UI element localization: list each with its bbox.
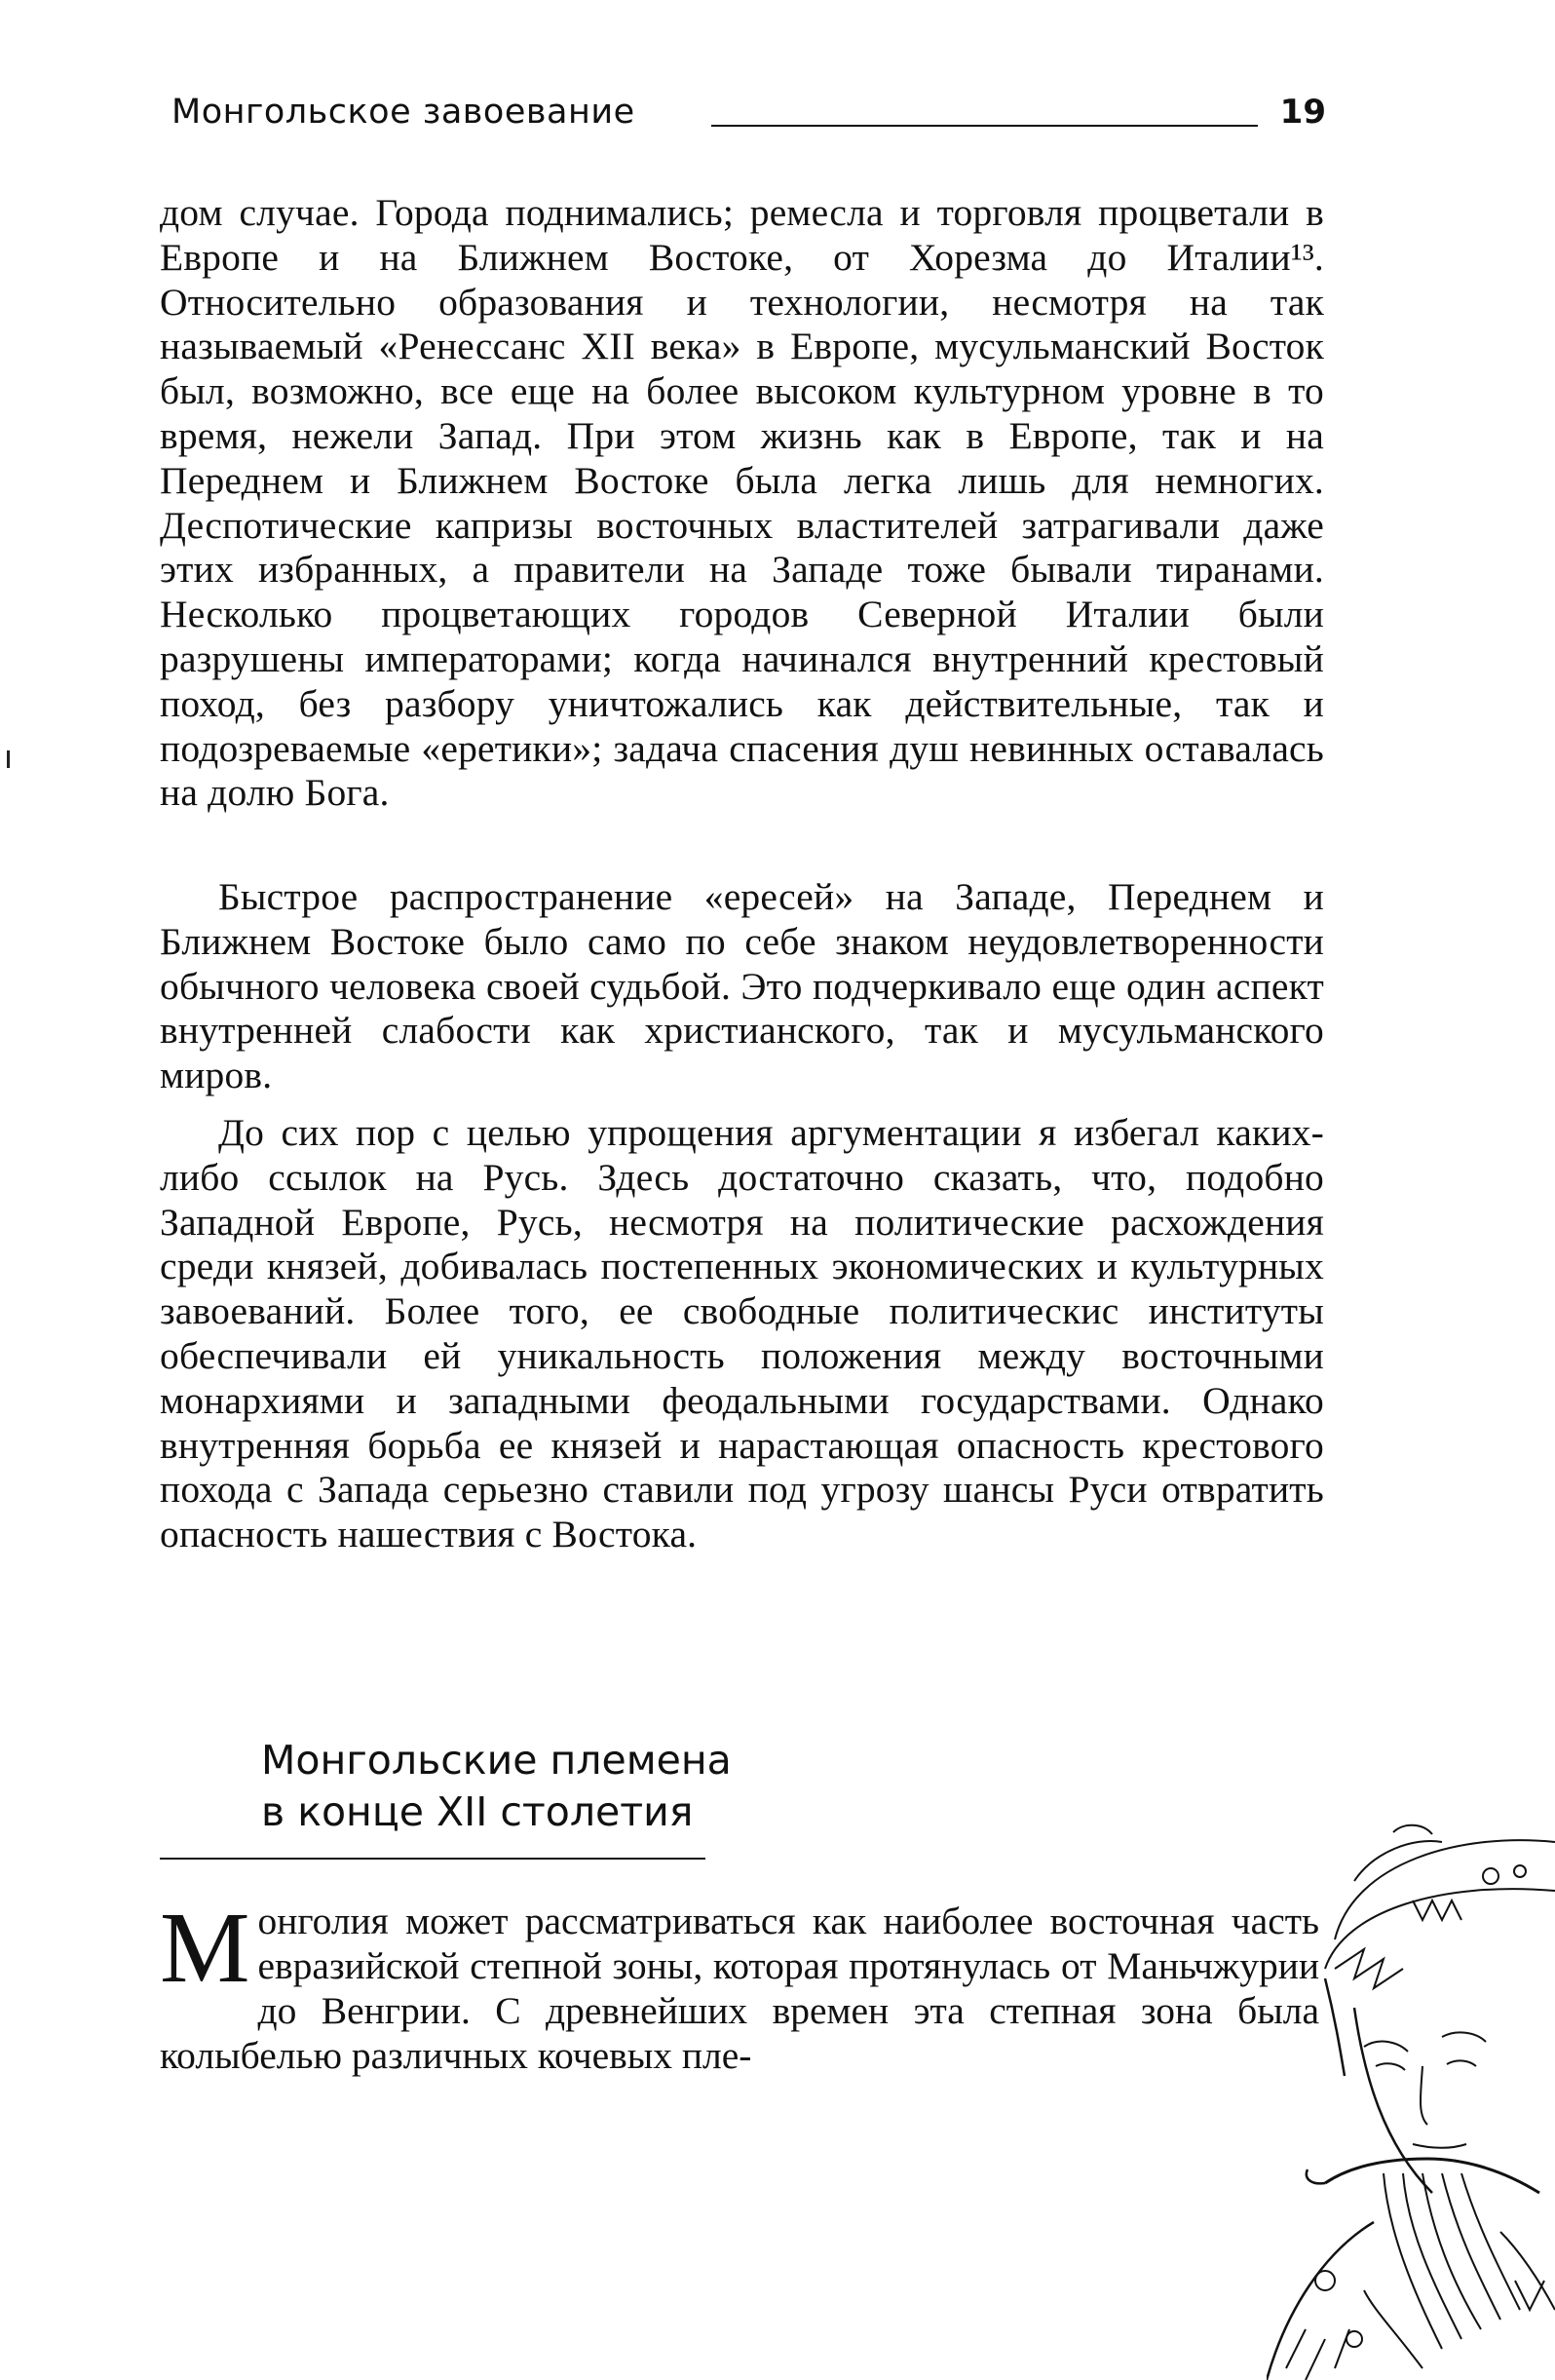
paragraph-text: Быстрое распространение «ересей» на Западе, Переднем и Ближнем Востоке было само по себе знаком неудовлетворенности обычного человека своей судьбой. Это подчеркивало еще один аспект внутренней слабости как христианского, так и мусульманского миров. [160,875,1324,1097]
section-paragraph-text: онголия может рассматриваться как наиболее восточная часть евразийской степной зоны, которая протянулась от Маньчжурии до Венгрии. С древнейших времен эта степная зона была колыбелью различных кочевых пле- [160,1900,1319,2077]
section-heading-rule [160,1858,705,1860]
paragraph-text: дом случае. Города поднимались; ремесла и торговля процветали в Европе и на Ближнем Востоке, от Хорезма до Италии¹³. Относительно образования и технологии, несмотря на так называемый «Ренессанс XII века» в Европе, мусульманский Восток был, возможно, все еще на более высоком культурном уровне в то время, нежели Запад. При этом жизнь как в Европе, так и на Переднем и Ближнем Востоке была легка лишь для немногих. Деспотические капризы восточных властителей затрагивали даже этих избранных, а правители на Западе тоже бывали тиранами. Несколько процветающих городов Северной Италии были разрушены императорами; когда начинался внутренний крестовый поход, без разбору уничтожались как действительные, так и подозреваемые «еретики»; задача спасения душ невинных оставалась на долю Бога. [160,191,1324,815]
section-heading [261,1735,1041,1838]
paragraph-text: До сих пор с целью упрощения аргументации я избегал каких-либо ссылок на Русь. Здесь достаточно сказать, что, подобно Западной Европе, Русь, несмотря на политические расхождения среди князей, добивалась постепенных экономических и культурных завоеваний. Более того, ее свободные политическис институты обеспечивали ей уникальность положения между восточными монархиями и западными феодальными государствами. Однако внутренняя борьба ее князей и нарастающая опасность крестового похода с Запада серьезно ставили под угрозу шансы Руси отвратить опасность нашествия с Востока. [160,1111,1324,1556]
running-head-title: Монгольское завоевание [171,93,635,132]
section-heading-line-1: Монгольские племена [261,1737,732,1784]
drop-cap: М [160,1892,250,2004]
section-heading-line-2: в конце XII столетия [261,1788,694,1835]
mongol-warrior-illustration [1267,1823,1555,2380]
body-paragraph-1 [160,191,1324,816]
running-head [171,93,1326,141]
body-paragraph-3 [160,1111,1324,1557]
section-paragraph [160,1892,1319,2078]
body-paragraph-2 [160,875,1324,1098]
page-number: 19 [1279,93,1326,132]
scan-mark [7,750,10,768]
running-head-rule [711,125,1258,127]
